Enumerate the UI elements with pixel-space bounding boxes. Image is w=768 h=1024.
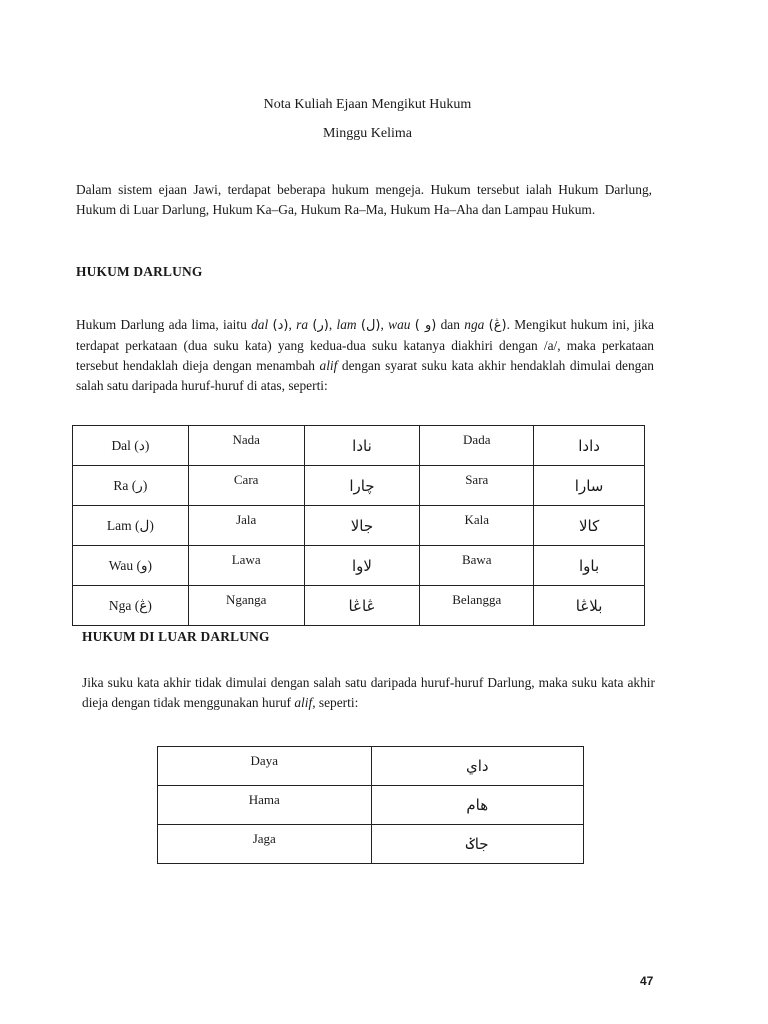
word-cell: Belangga xyxy=(420,586,534,626)
jawi-cell: دادا xyxy=(534,426,645,466)
sep-3: , xyxy=(380,317,389,332)
table-row xyxy=(158,786,584,825)
table-row xyxy=(158,825,584,864)
word-cell: Nganga xyxy=(188,586,304,626)
letter-cell: Ra (ر) xyxy=(73,466,189,506)
term-nga: nga xyxy=(464,317,485,332)
darlung-table xyxy=(72,425,645,626)
table-row xyxy=(73,426,645,466)
doc-subtitle: Minggu Kelima xyxy=(322,126,413,141)
darlung-text-c: dengan syarat suku kata akhir hendaklah dimulai dengan salah satu daripada huruf-huruf di atas, seperti: xyxy=(76,358,654,393)
word-cell: Jala xyxy=(188,506,304,546)
word-cell: Bawa xyxy=(420,546,534,586)
sep-4: dan xyxy=(436,317,465,332)
term-dal: dal xyxy=(251,317,269,332)
jawi-cell: داي xyxy=(371,747,584,786)
darlung-text-a: Hukum Darlung ada lima, iaitu xyxy=(76,317,252,332)
jawi-cell: سارا xyxy=(534,466,645,506)
word-cell: Lawa xyxy=(188,546,304,586)
letter-cell: Nga (ڠ) xyxy=(73,586,189,626)
table-row xyxy=(73,586,645,626)
jawi-cell: باوا xyxy=(534,546,645,586)
sep-2: , xyxy=(328,317,337,332)
term-alif: alif xyxy=(319,358,338,373)
jawi-cell: لاوا xyxy=(304,546,420,586)
letter-cell: Wau (و) xyxy=(73,546,189,586)
term-ra: ra xyxy=(296,317,309,332)
intro-paragraph: Dalam sistem ejaan Jawi, terdapat beberapa hukum mengeja. Hukum tersebut ialah Hukum Darlung, Hukum di Luar Darlung, Hukum Ka–Ga, Hukum Ra–Ma, Hukum Ha–Aha dan Lampau Hukum. xyxy=(76,182,652,217)
jawi-cell: جاݢ xyxy=(371,825,584,864)
jawi-lam: (ل) xyxy=(360,318,381,333)
luar-darlung-table xyxy=(157,746,584,864)
darlung-paragraph xyxy=(76,315,654,396)
jawi-cell: كالا xyxy=(534,506,645,546)
jawi-cell: جالا xyxy=(304,506,420,546)
word-cell: Cara xyxy=(188,466,304,506)
table-row xyxy=(158,747,584,786)
word-cell: Hama xyxy=(158,786,372,825)
page-number: 47 xyxy=(640,974,654,988)
jawi-cell: بلاڠا xyxy=(534,586,645,626)
table-row xyxy=(73,466,645,506)
term-wau: wau xyxy=(388,317,411,332)
luar-text-a: Jika suku kata akhir tidak dimulai dengan salah satu daripada huruf-huruf Darlung, maka suku kata akhir dieja dengan tidak menggunakan huruf xyxy=(82,675,655,710)
letter-cell: Lam (ل) xyxy=(73,506,189,546)
word-cell: Nada xyxy=(188,426,304,466)
word-cell: Kala xyxy=(420,506,534,546)
jawi-cell: ڠاڠا xyxy=(304,586,420,626)
doc-title: Nota Kuliah Ejaan Mengikut Hukum xyxy=(263,97,472,112)
luar-text-b: , seperti: xyxy=(312,695,359,710)
term-lam: lam xyxy=(336,317,357,332)
word-cell: Sara xyxy=(420,466,534,506)
table-row xyxy=(73,506,645,546)
luar-darlung-paragraph xyxy=(82,673,655,713)
luar-darlung-heading: HUKUM DI LUAR DARLUNG xyxy=(82,629,270,644)
word-cell: Jaga xyxy=(158,825,372,864)
jawi-ra: (ر) xyxy=(312,318,329,333)
jawi-cell: نادا xyxy=(304,426,420,466)
jawi-wau: ( و) xyxy=(414,318,437,333)
sep-1: , xyxy=(288,317,297,332)
jawi-cell: هام xyxy=(371,786,584,825)
letter-cell: Dal (د) xyxy=(73,426,189,466)
jawi-dal: (د) xyxy=(272,318,289,333)
jawi-cell: چارا xyxy=(304,466,420,506)
term-alif: alif xyxy=(294,695,313,710)
jawi-nga: (ڠ) xyxy=(488,318,507,333)
word-cell: Dada xyxy=(420,426,534,466)
darlung-heading: HUKUM DARLUNG xyxy=(76,264,203,279)
word-cell: Daya xyxy=(158,747,372,786)
table-row xyxy=(73,546,645,586)
darlung-text-b: . Mengikut hukum ini, jika terdapat perkataan (dua suku kata) yang kedua-dua suku katanya diakhiri dengan /a/, maka perkataan tersebut hendaklah dieja dengan menambah xyxy=(76,317,654,373)
